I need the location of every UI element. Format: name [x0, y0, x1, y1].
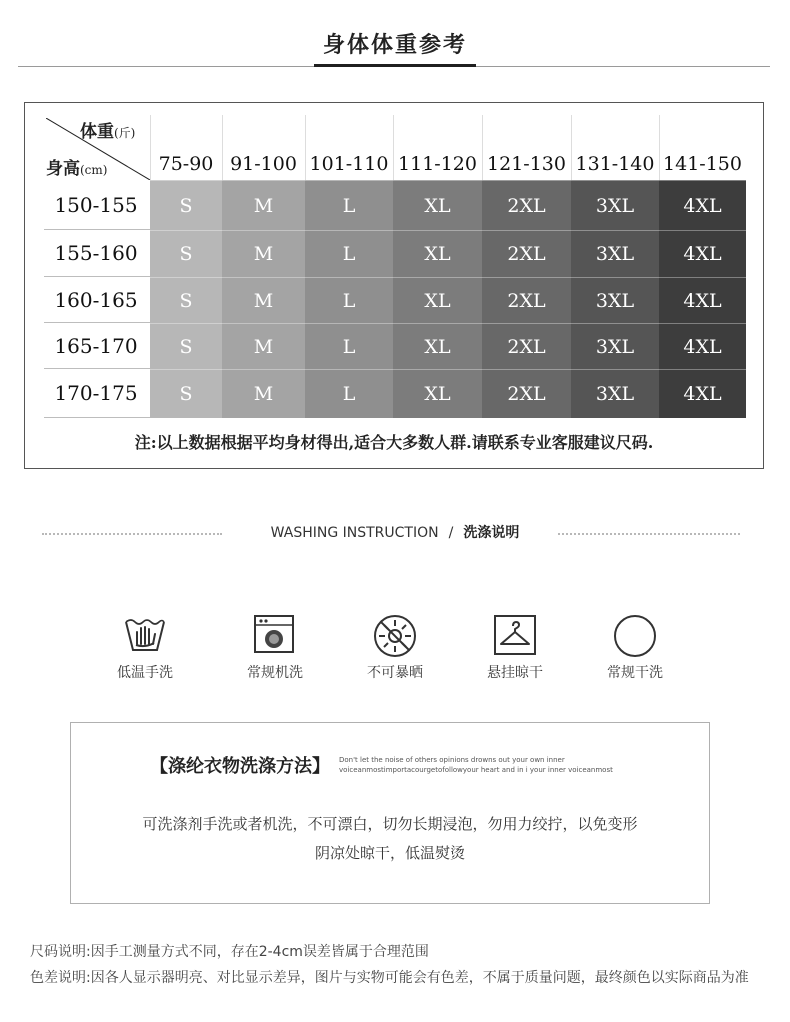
size-cell: S [150, 230, 222, 277]
care-box-english-line-2: voiceanmostimportacourgetofollowyour heart and in i your inner voiceanmost [339, 766, 613, 774]
size-cell: XL [393, 323, 482, 369]
size-cell: M [222, 323, 305, 369]
size-cell: 4XL [659, 277, 746, 323]
size-cell: 3XL [571, 277, 659, 323]
height-row-header: 150-155 [54, 193, 138, 217]
weight-column-header: 91-100 [230, 153, 297, 175]
size-cell: S [150, 277, 222, 323]
care-instructions-line-1: 可洗涤剂手洗或者机洗，不可漂白，切勿长期浸泡，勿用力绞拧，以免变形 [142, 815, 638, 833]
weight-column-header: 131-140 [575, 153, 655, 175]
size-measurement-note: 尺码说明:因手工测量方式不同，存在2-4cm误差皆属于合理范围 [30, 944, 429, 960]
size-cell: 2XL [482, 230, 571, 277]
size-cell: S [150, 180, 222, 230]
size-cell: L [305, 180, 393, 230]
washing-heading-en: WASHING INSTRUCTION [270, 525, 439, 541]
size-note: 注:以上数据根据平均身材得出,适合大多数人群.请联系专业客服建议尺码. [134, 433, 654, 452]
care-box-english-line-1: Don't let the noise of others opinions drowns out your own inner [339, 756, 565, 764]
care-label-machine-wash: 常规机洗 [247, 665, 303, 681]
size-cell: 3XL [571, 180, 659, 230]
care-box-english [339, 755, 639, 775]
dry-clean-icon [613, 614, 657, 658]
size-cell: 2XL [482, 277, 571, 323]
size-cell: XL [393, 277, 482, 323]
care-item-machine-wash [215, 612, 335, 692]
weight-axis-label [80, 117, 135, 142]
page-title: 身体体重参考 [322, 33, 467, 58]
title-underline [314, 64, 476, 67]
size-cell: 2XL [482, 180, 571, 230]
height-axis-label [46, 154, 107, 179]
washing-heading [0, 522, 790, 542]
size-cell: L [305, 230, 393, 277]
care-label-dry-clean: 常规干洗 [607, 665, 663, 681]
size-cell: 4XL [659, 230, 746, 277]
height-row-header: 160-165 [54, 288, 138, 312]
care-item-hand-wash [85, 612, 205, 692]
height-row-header: 155-160 [54, 241, 138, 265]
size-cell: 4XL [659, 323, 746, 369]
height-row-header: 165-170 [54, 334, 138, 358]
washing-machine-icon [253, 614, 297, 654]
weight-column-header: 111-120 [398, 153, 477, 175]
care-item-no-sun [335, 612, 455, 692]
hand-wash-icon [123, 614, 167, 654]
care-box-title: 【涤纶衣物洗涤方法】 [150, 756, 330, 777]
care-label-no-sun: 不可暴晒 [367, 665, 423, 681]
care-item-dry-clean [575, 612, 695, 692]
size-cell: XL [393, 369, 482, 418]
size-cell: 4XL [659, 180, 746, 230]
care-item-hang-dry [455, 612, 575, 692]
size-cell: L [305, 369, 393, 418]
weight-column-header: 121-130 [487, 153, 566, 175]
size-cell: M [222, 230, 305, 277]
height-label: 身高 [46, 159, 80, 179]
washing-heading-separator: / [448, 525, 454, 541]
size-cell: L [305, 277, 393, 323]
weight-column-header: 101-110 [309, 153, 389, 175]
size-cell: M [222, 277, 305, 323]
hang-dry-icon [493, 614, 537, 656]
care-instructions-line-2: 阴凉处晾干，低温熨烫 [314, 844, 465, 862]
care-label-hang-dry: 悬挂晾干 [487, 665, 543, 681]
size-cell: 3XL [571, 230, 659, 277]
size-cell: M [222, 369, 305, 418]
size-cell: 2XL [482, 369, 571, 418]
height-row-header: 170-175 [54, 381, 138, 405]
size-cell: 3XL [571, 369, 659, 418]
weight-column-header: 75-90 [158, 153, 214, 175]
weight-unit: (斤) [114, 126, 136, 140]
care-label-hand-wash: 低温手洗 [117, 665, 173, 681]
washing-heading-cn: 洗涤说明 [463, 525, 520, 541]
size-cell: 3XL [571, 323, 659, 369]
size-cell: 2XL [482, 323, 571, 369]
weight-label: 体重 [80, 122, 114, 142]
weight-column-header: 141-150 [663, 153, 742, 175]
size-cell: M [222, 180, 305, 230]
size-cell: XL [393, 180, 482, 230]
size-cell: S [150, 369, 222, 418]
size-cell: XL [393, 230, 482, 277]
height-unit: (cm) [80, 163, 108, 177]
size-cell: L [305, 323, 393, 369]
no-sun-icon [373, 614, 417, 658]
size-cell: S [150, 323, 222, 369]
color-difference-note: 色差说明:因各人显示器明亮、对比显示差异，图片与实物可能会有色差，不属于质量问题，最终颜色以实际商品为准 [30, 970, 749, 986]
size-cell: 4XL [659, 369, 746, 418]
